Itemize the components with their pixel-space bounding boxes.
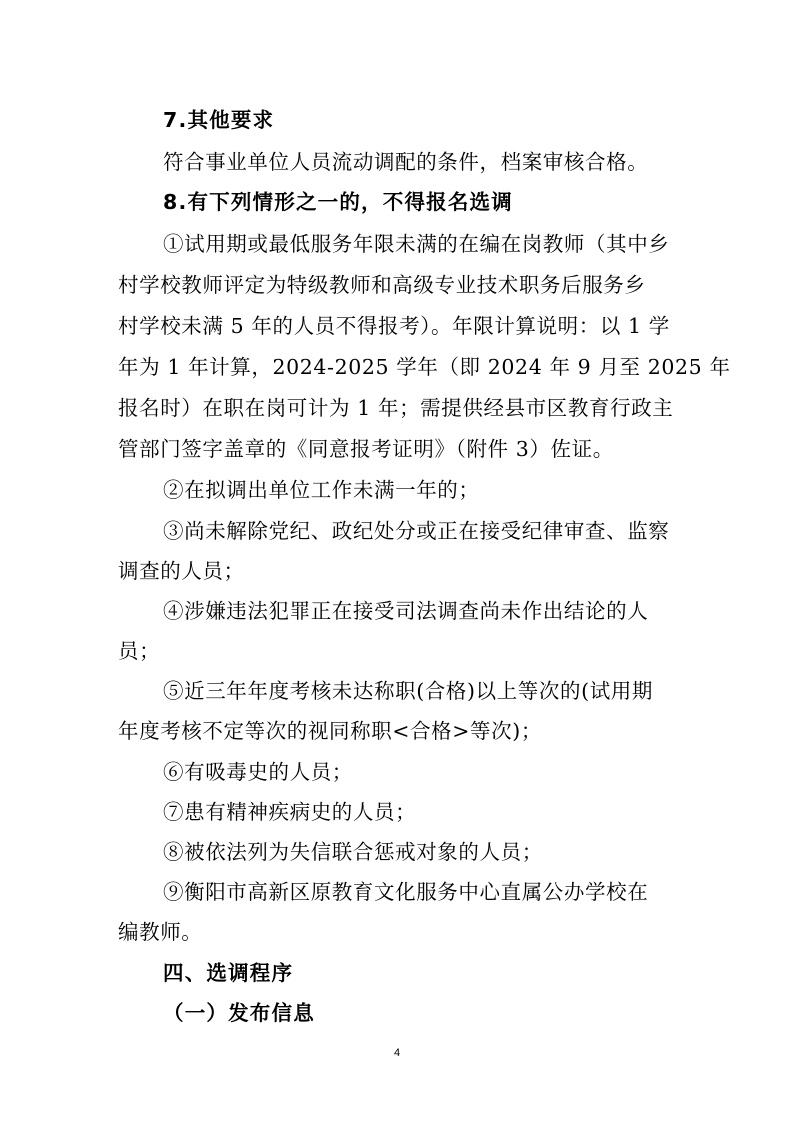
- list-item-4-line-1: ④涉嫌违法犯罪正在接受司法调查尚未作出结论的人: [163, 599, 649, 623]
- list-item-2: ②在拟调出单位工作未满一年的；: [163, 478, 480, 502]
- list-item-5-line-2: 年度考核不定等次的视同称职<合格>等次)；: [118, 719, 542, 743]
- list-item-9-line-2: 编教师。: [118, 920, 203, 944]
- list-item-1-line-4: 年为 1 年计算，2024-2025 学年（即 2024 年 9 月至 2025 年: [118, 355, 731, 379]
- list-item-1-line-5: 报名时）在职在岗可计为 1 年；需提供经县市区教育行政主: [118, 396, 674, 420]
- list-item-3-line-2: 调查的人员；: [118, 559, 245, 583]
- list-item-4-line-2: 员；: [118, 639, 161, 663]
- list-item-1-line-1: ①试用期或最低服务年限未满的在编在岗教师（其中乡: [163, 232, 670, 256]
- section-heading-disqualifications: 8.有下列情形之一的，不得报名选调: [163, 190, 513, 214]
- paragraph-line: 符合事业单位人员流动调配的条件，档案审核合格。: [163, 150, 649, 174]
- list-item-8: ⑧被依法列为失信联合惩戒对象的人员；: [163, 840, 543, 864]
- list-item-7: ⑦患有精神疾病史的人员；: [163, 800, 417, 824]
- page-number: 4: [393, 1047, 401, 1059]
- list-item-5-line-1: ⑤近三年年度考核未达称职(合格)以上等次的(试用期: [163, 679, 653, 703]
- list-item-1-line-2: 村学校教师评定为特级教师和高级专业技术职务后服务乡: [118, 273, 646, 297]
- list-item-1-line-6: 管部门签字盖章的《同意报考证明》（附件 3）佐证。: [118, 437, 614, 461]
- section-heading-selection-procedure: 四、选调程序: [163, 961, 294, 985]
- list-item-1-line-3: 村学校未满 5 年的人员不得报考）。年限计算说明：以 1 学: [118, 314, 670, 338]
- section-heading-other-requirements: 7.其他要求: [163, 108, 275, 132]
- list-item-6: ⑥有吸毒史的人员；: [163, 760, 353, 784]
- list-item-3-line-1: ③尚未解除党纪、政纪处分或正在接受纪律审查、监察: [163, 519, 670, 543]
- list-item-9-line-1: ⑨衡阳市高新区原教育文化服务中心直属公办学校在: [163, 880, 649, 904]
- subsection-heading-publish-information: （一）发布信息: [163, 1001, 315, 1025]
